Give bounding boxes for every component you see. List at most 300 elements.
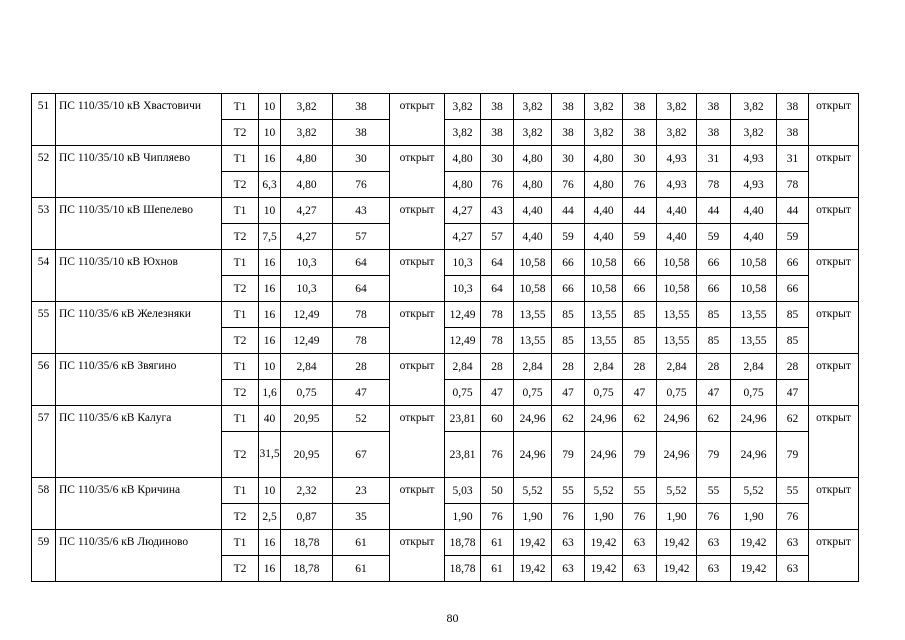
value-cell: 85 — [623, 328, 657, 354]
value-cell: 30 — [623, 146, 657, 172]
value-cell: 61 — [333, 530, 390, 556]
value-cell: 4,40 — [731, 224, 777, 250]
value-cell: 10 — [259, 198, 281, 224]
value-cell: 31 — [777, 146, 809, 172]
value-cell: 52 — [333, 406, 390, 432]
value-cell: 38 — [333, 120, 390, 146]
value-cell: 78 — [777, 172, 809, 198]
breaker-status-cell: открыт — [809, 478, 859, 530]
value-cell: 24,96 — [514, 406, 552, 432]
value-cell: 57 — [333, 224, 390, 250]
value-cell: 0,75 — [731, 380, 777, 406]
breaker-status-cell: открыт — [390, 478, 445, 530]
value-cell: 3,82 — [657, 120, 697, 146]
table-body — [32, 94, 859, 582]
value-cell: 38 — [623, 94, 657, 120]
transformer-label-cell: Т1 — [222, 478, 259, 504]
value-cell: 0,75 — [657, 380, 697, 406]
value-cell: 10,3 — [445, 250, 481, 276]
value-cell: 16 — [259, 530, 281, 556]
value-cell: 3,82 — [514, 94, 552, 120]
value-cell: 4,27 — [445, 198, 481, 224]
breaker-status-cell: открыт — [390, 94, 445, 146]
substation-load-table — [31, 93, 859, 582]
value-cell: 0,87 — [281, 504, 333, 530]
table-row — [32, 198, 859, 224]
value-cell: 2,84 — [514, 354, 552, 380]
value-cell: 0,75 — [514, 380, 552, 406]
value-cell: 76 — [481, 432, 514, 478]
value-cell: 31,5 — [259, 432, 281, 478]
value-cell: 4,27 — [445, 224, 481, 250]
value-cell: 1,90 — [585, 504, 623, 530]
value-cell: 47 — [697, 380, 731, 406]
value-cell: 10 — [259, 478, 281, 504]
value-cell: 79 — [552, 432, 585, 478]
value-cell: 10 — [259, 120, 281, 146]
value-cell: 4,93 — [657, 146, 697, 172]
value-cell: 3,82 — [445, 120, 481, 146]
value-cell: 24,96 — [657, 432, 697, 478]
transformer-label-cell: Т2 — [222, 556, 259, 582]
value-cell: 19,42 — [585, 530, 623, 556]
transformer-label-cell: Т1 — [222, 198, 259, 224]
table-row — [32, 250, 859, 276]
value-cell: 2,84 — [281, 354, 333, 380]
value-cell: 76 — [481, 172, 514, 198]
value-cell: 18,78 — [445, 556, 481, 582]
breaker-status-cell: открыт — [809, 530, 859, 582]
table-row — [32, 530, 859, 556]
value-cell: 4,40 — [585, 224, 623, 250]
value-cell: 23,81 — [445, 432, 481, 478]
substation-name-cell: ПС 110/35/6 кВ Железняки — [56, 302, 222, 354]
value-cell: 5,52 — [585, 478, 623, 504]
value-cell: 16 — [259, 302, 281, 328]
value-cell: 24,96 — [731, 432, 777, 478]
transformer-label-cell: Т1 — [222, 530, 259, 556]
value-cell: 47 — [777, 380, 809, 406]
value-cell: 4,80 — [281, 172, 333, 198]
substation-name-cell: ПС 110/35/10 кВ Чипляево — [56, 146, 222, 198]
table-row — [32, 406, 859, 432]
value-cell: 30 — [333, 146, 390, 172]
value-cell: 38 — [552, 120, 585, 146]
value-cell: 12,49 — [281, 302, 333, 328]
value-cell: 16 — [259, 250, 281, 276]
transformer-label-cell: Т2 — [222, 224, 259, 250]
value-cell: 2,5 — [259, 504, 281, 530]
value-cell: 38 — [333, 94, 390, 120]
value-cell: 64 — [333, 276, 390, 302]
value-cell: 28 — [333, 354, 390, 380]
value-cell: 47 — [552, 380, 585, 406]
value-cell: 85 — [777, 302, 809, 328]
value-cell: 47 — [481, 380, 514, 406]
value-cell: 13,55 — [657, 302, 697, 328]
value-cell: 76 — [777, 504, 809, 530]
value-cell: 78 — [481, 328, 514, 354]
value-cell: 47 — [333, 380, 390, 406]
value-cell: 61 — [481, 530, 514, 556]
value-cell: 85 — [552, 328, 585, 354]
value-cell: 3,82 — [585, 94, 623, 120]
breaker-status-cell: открыт — [390, 302, 445, 354]
value-cell: 66 — [697, 250, 731, 276]
value-cell: 28 — [481, 354, 514, 380]
value-cell: 4,40 — [514, 198, 552, 224]
value-cell: 85 — [777, 328, 809, 354]
value-cell: 38 — [481, 94, 514, 120]
value-cell: 3,82 — [657, 94, 697, 120]
value-cell: 1,90 — [731, 504, 777, 530]
value-cell: 66 — [552, 250, 585, 276]
value-cell: 40 — [259, 406, 281, 432]
breaker-status-cell: открыт — [809, 94, 859, 146]
value-cell: 38 — [777, 94, 809, 120]
transformer-label-cell: Т2 — [222, 120, 259, 146]
value-cell: 19,42 — [731, 530, 777, 556]
value-cell: 10,3 — [445, 276, 481, 302]
value-cell: 63 — [777, 556, 809, 582]
value-cell: 79 — [777, 432, 809, 478]
value-cell: 38 — [777, 120, 809, 146]
value-cell: 19,42 — [585, 556, 623, 582]
breaker-status-cell: открыт — [390, 146, 445, 198]
row-number-cell: 51 — [32, 94, 56, 146]
value-cell: 62 — [552, 406, 585, 432]
value-cell: 62 — [623, 406, 657, 432]
value-cell: 24,96 — [657, 406, 697, 432]
breaker-status-cell: открыт — [390, 198, 445, 250]
value-cell: 4,93 — [731, 172, 777, 198]
value-cell: 4,40 — [514, 224, 552, 250]
value-cell: 62 — [777, 406, 809, 432]
value-cell: 10,3 — [281, 250, 333, 276]
table-row — [32, 94, 859, 120]
value-cell: 24,96 — [731, 406, 777, 432]
value-cell: 10,58 — [731, 250, 777, 276]
value-cell: 10,58 — [585, 250, 623, 276]
value-cell: 76 — [623, 504, 657, 530]
value-cell: 64 — [481, 250, 514, 276]
transformer-label-cell: Т1 — [222, 354, 259, 380]
value-cell: 10,58 — [731, 276, 777, 302]
breaker-status-cell: открыт — [809, 198, 859, 250]
value-cell: 12,49 — [445, 302, 481, 328]
value-cell: 13,55 — [731, 328, 777, 354]
value-cell: 63 — [697, 530, 731, 556]
value-cell: 38 — [697, 94, 731, 120]
value-cell: 3,82 — [731, 120, 777, 146]
value-cell: 24,96 — [585, 432, 623, 478]
table-row — [32, 302, 859, 328]
breaker-status-cell: открыт — [390, 530, 445, 582]
value-cell: 2,84 — [731, 354, 777, 380]
value-cell: 20,95 — [281, 432, 333, 478]
value-cell: 3,82 — [281, 94, 333, 120]
row-number-cell: 58 — [32, 478, 56, 530]
value-cell: 47 — [623, 380, 657, 406]
value-cell: 3,82 — [281, 120, 333, 146]
breaker-status-cell: открыт — [809, 146, 859, 198]
breaker-status-cell: открыт — [809, 250, 859, 302]
value-cell: 66 — [623, 276, 657, 302]
transformer-label-cell: Т1 — [222, 406, 259, 432]
value-cell: 13,55 — [585, 302, 623, 328]
value-cell: 66 — [697, 276, 731, 302]
value-cell: 10,58 — [585, 276, 623, 302]
value-cell: 4,40 — [657, 198, 697, 224]
value-cell: 59 — [623, 224, 657, 250]
transformer-label-cell: Т1 — [222, 302, 259, 328]
value-cell: 4,80 — [514, 172, 552, 198]
value-cell: 63 — [777, 530, 809, 556]
value-cell: 19,42 — [657, 556, 697, 582]
value-cell: 13,55 — [731, 302, 777, 328]
transformer-label-cell: Т1 — [222, 250, 259, 276]
value-cell: 43 — [333, 198, 390, 224]
value-cell: 63 — [623, 530, 657, 556]
value-cell: 4,27 — [281, 198, 333, 224]
value-cell: 44 — [552, 198, 585, 224]
value-cell: 85 — [697, 328, 731, 354]
value-cell: 23 — [333, 478, 390, 504]
substation-name-cell: ПС 110/35/10 кВ Шепелево — [56, 198, 222, 250]
value-cell: 66 — [623, 250, 657, 276]
value-cell: 13,55 — [514, 302, 552, 328]
value-cell: 38 — [481, 120, 514, 146]
value-cell: 85 — [623, 302, 657, 328]
substation-name-cell: ПС 110/35/6 кВ Кричина — [56, 478, 222, 530]
value-cell: 85 — [552, 302, 585, 328]
value-cell: 61 — [333, 556, 390, 582]
value-cell: 44 — [777, 198, 809, 224]
transformer-label-cell: Т2 — [222, 380, 259, 406]
value-cell: 16 — [259, 328, 281, 354]
value-cell: 19,42 — [731, 556, 777, 582]
substation-name-cell: ПС 110/35/10 кВ Юхнов — [56, 250, 222, 302]
value-cell: 4,80 — [514, 146, 552, 172]
value-cell: 19,42 — [514, 530, 552, 556]
value-cell: 38 — [697, 120, 731, 146]
transformer-label-cell: Т2 — [222, 172, 259, 198]
value-cell: 57 — [481, 224, 514, 250]
value-cell: 76 — [552, 172, 585, 198]
value-cell: 3,82 — [514, 120, 552, 146]
value-cell: 30 — [481, 146, 514, 172]
value-cell: 64 — [333, 250, 390, 276]
row-number-cell: 52 — [32, 146, 56, 198]
row-number-cell: 59 — [32, 530, 56, 582]
row-number-cell: 56 — [32, 354, 56, 406]
table-row — [32, 478, 859, 504]
value-cell: 2,32 — [281, 478, 333, 504]
value-cell: 78 — [697, 172, 731, 198]
value-cell: 2,84 — [657, 354, 697, 380]
value-cell: 67 — [333, 432, 390, 478]
value-cell: 0,75 — [585, 380, 623, 406]
value-cell: 12,49 — [281, 328, 333, 354]
value-cell: 16 — [259, 146, 281, 172]
transformer-label-cell: Т2 — [222, 432, 259, 478]
value-cell: 78 — [481, 302, 514, 328]
value-cell: 4,93 — [731, 146, 777, 172]
breaker-status-cell: открыт — [390, 250, 445, 302]
value-cell: 18,78 — [281, 556, 333, 582]
value-cell: 5,03 — [445, 478, 481, 504]
value-cell: 55 — [777, 478, 809, 504]
value-cell: 76 — [552, 504, 585, 530]
transformer-label-cell: Т2 — [222, 504, 259, 530]
value-cell: 28 — [777, 354, 809, 380]
value-cell: 18,78 — [281, 530, 333, 556]
value-cell: 63 — [697, 556, 731, 582]
breaker-status-cell: открыт — [809, 354, 859, 406]
value-cell: 79 — [623, 432, 657, 478]
value-cell: 4,80 — [445, 146, 481, 172]
value-cell: 6,3 — [259, 172, 281, 198]
value-cell: 5,52 — [731, 478, 777, 504]
value-cell: 0,75 — [281, 380, 333, 406]
value-cell: 3,82 — [585, 120, 623, 146]
value-cell: 3,82 — [445, 94, 481, 120]
value-cell: 7,5 — [259, 224, 281, 250]
value-cell: 20,95 — [281, 406, 333, 432]
value-cell: 60 — [481, 406, 514, 432]
value-cell: 79 — [697, 432, 731, 478]
breaker-status-cell: открыт — [390, 406, 445, 478]
value-cell: 4,80 — [585, 146, 623, 172]
value-cell: 18,78 — [445, 530, 481, 556]
value-cell: 5,52 — [657, 478, 697, 504]
value-cell: 50 — [481, 478, 514, 504]
value-cell: 3,82 — [731, 94, 777, 120]
value-cell: 78 — [333, 302, 390, 328]
value-cell: 28 — [697, 354, 731, 380]
value-cell: 24,96 — [585, 406, 623, 432]
value-cell: 76 — [481, 504, 514, 530]
value-cell: 64 — [481, 276, 514, 302]
value-cell: 66 — [777, 250, 809, 276]
value-cell: 1,90 — [445, 504, 481, 530]
transformer-label-cell: Т2 — [222, 276, 259, 302]
row-number-cell: 53 — [32, 198, 56, 250]
breaker-status-cell: открыт — [809, 406, 859, 478]
value-cell: 66 — [777, 276, 809, 302]
value-cell: 76 — [697, 504, 731, 530]
value-cell: 59 — [777, 224, 809, 250]
value-cell: 31 — [697, 146, 731, 172]
value-cell: 35 — [333, 504, 390, 530]
value-cell: 78 — [333, 328, 390, 354]
substation-name-cell: ПС 110/35/6 кВ Калуга — [56, 406, 222, 478]
value-cell: 38 — [623, 120, 657, 146]
value-cell: 44 — [623, 198, 657, 224]
value-cell: 63 — [552, 556, 585, 582]
substation-name-cell: ПС 110/35/6 кВ Звягино — [56, 354, 222, 406]
value-cell: 13,55 — [585, 328, 623, 354]
value-cell: 55 — [697, 478, 731, 504]
page-number: 80 — [446, 611, 459, 625]
value-cell: 59 — [552, 224, 585, 250]
value-cell: 30 — [552, 146, 585, 172]
value-cell: 10,58 — [514, 250, 552, 276]
value-cell: 12,49 — [445, 328, 481, 354]
value-cell: 24,96 — [514, 432, 552, 478]
value-cell: 16 — [259, 276, 281, 302]
value-cell: 10 — [259, 94, 281, 120]
value-cell: 1,90 — [657, 504, 697, 530]
value-cell: 10,58 — [657, 276, 697, 302]
value-cell: 4,40 — [731, 198, 777, 224]
value-cell: 63 — [623, 556, 657, 582]
value-cell: 4,80 — [281, 146, 333, 172]
value-cell: 38 — [552, 94, 585, 120]
value-cell: 1,6 — [259, 380, 281, 406]
value-cell: 66 — [552, 276, 585, 302]
row-number-cell: 57 — [32, 406, 56, 478]
value-cell: 76 — [333, 172, 390, 198]
value-cell: 4,40 — [585, 198, 623, 224]
value-cell: 4,80 — [445, 172, 481, 198]
transformer-label-cell: Т1 — [222, 146, 259, 172]
value-cell: 62 — [697, 406, 731, 432]
value-cell: 0,75 — [445, 380, 481, 406]
row-number-cell: 54 — [32, 250, 56, 302]
value-cell: 28 — [552, 354, 585, 380]
transformer-label-cell: Т2 — [222, 328, 259, 354]
table-row — [32, 146, 859, 172]
breaker-status-cell: открыт — [809, 302, 859, 354]
value-cell: 13,55 — [657, 328, 697, 354]
value-cell: 19,42 — [514, 556, 552, 582]
transformer-label-cell: Т1 — [222, 94, 259, 120]
value-cell: 59 — [697, 224, 731, 250]
value-cell: 28 — [623, 354, 657, 380]
value-cell: 19,42 — [657, 530, 697, 556]
value-cell: 10,3 — [281, 276, 333, 302]
value-cell: 5,52 — [514, 478, 552, 504]
value-cell: 85 — [697, 302, 731, 328]
substation-name-cell: ПС 110/35/10 кВ Хвастовичи — [56, 94, 222, 146]
value-cell: 63 — [552, 530, 585, 556]
value-cell: 4,93 — [657, 172, 697, 198]
value-cell: 2,84 — [445, 354, 481, 380]
value-cell: 10 — [259, 354, 281, 380]
value-cell: 10,58 — [657, 250, 697, 276]
substation-name-cell: ПС 110/35/6 кВ Людиново — [56, 530, 222, 582]
value-cell: 76 — [623, 172, 657, 198]
value-cell: 23,81 — [445, 406, 481, 432]
value-cell: 16 — [259, 556, 281, 582]
value-cell: 55 — [623, 478, 657, 504]
value-cell: 4,80 — [585, 172, 623, 198]
value-cell: 4,27 — [281, 224, 333, 250]
value-cell: 61 — [481, 556, 514, 582]
value-cell: 55 — [552, 478, 585, 504]
breaker-status-cell: открыт — [390, 354, 445, 406]
value-cell: 43 — [481, 198, 514, 224]
value-cell: 4,40 — [657, 224, 697, 250]
value-cell: 1,90 — [514, 504, 552, 530]
table-row — [32, 354, 859, 380]
value-cell: 13,55 — [514, 328, 552, 354]
value-cell: 44 — [697, 198, 731, 224]
value-cell: 10,58 — [514, 276, 552, 302]
row-number-cell: 55 — [32, 302, 56, 354]
value-cell: 2,84 — [585, 354, 623, 380]
